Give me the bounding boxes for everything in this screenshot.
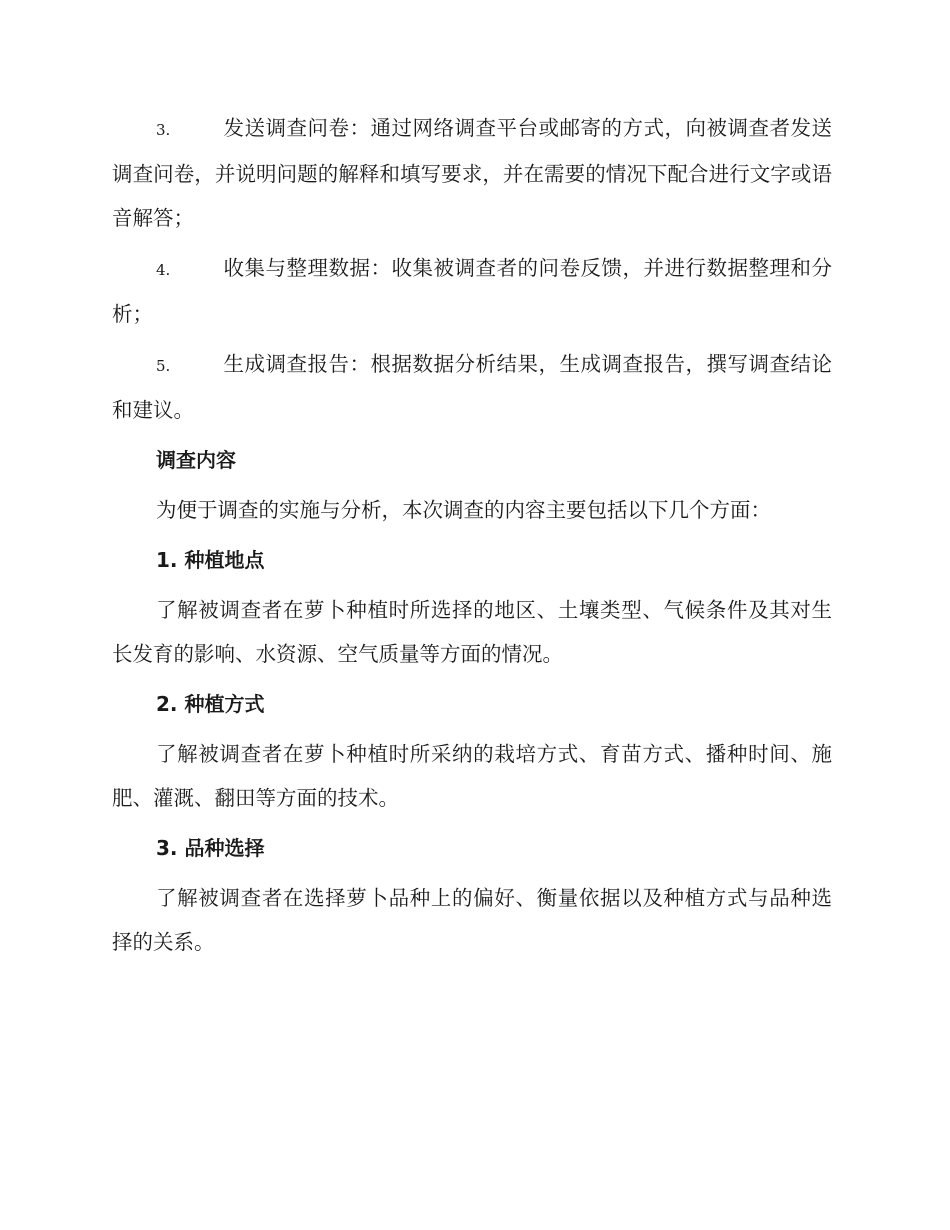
section-intro: 为便于调查的实施与分析，本次调查的内容主要包括以下几个方面： — [156, 498, 771, 522]
step-item — [112, 246, 832, 336]
topic-heading: 1. 种植地点 — [156, 548, 265, 572]
topic-text: 了解被调查者在萝卜种植时所选择的地区、土壤类型、气候条件及其对生长发育的影响、水资源、空气质量等方面的情况。 — [112, 598, 832, 666]
section-title: 调查内容 — [156, 448, 236, 472]
topic-text: 了解被调查者在选择萝卜品种上的偏好、衡量依据以及种植方式与品种选择的关系。 — [112, 886, 832, 954]
step-number: 3. — [156, 121, 171, 139]
step-item — [112, 106, 832, 240]
step-number: 4. — [156, 261, 171, 279]
topic-heading: 2. 种植方式 — [156, 692, 265, 716]
topic-text: 了解被调查者在萝卜种植时所采纳的栽培方式、育苗方式、播种时间、施肥、灌溉、翻田等方面的技术。 — [112, 742, 832, 810]
step-text: 收集与整理数据：收集被调查者的问卷反馈，并进行数据整理和分析； — [112, 256, 832, 326]
step-item — [112, 342, 832, 432]
step-text: 发送调查问卷：通过网络调查平台或邮寄的方式，向被调查者发送调查问卷，并说明问题的解释和填写要求，并在需要的情况下配合进行文字或语音解答； — [112, 116, 832, 230]
step-number: 5. — [156, 357, 171, 375]
step-text: 生成调查报告：根据数据分析结果，生成调查报告，撰写调查结论和建议。 — [112, 352, 832, 422]
topic-heading: 3. 品种选择 — [156, 836, 265, 860]
document-body — [112, 106, 832, 970]
